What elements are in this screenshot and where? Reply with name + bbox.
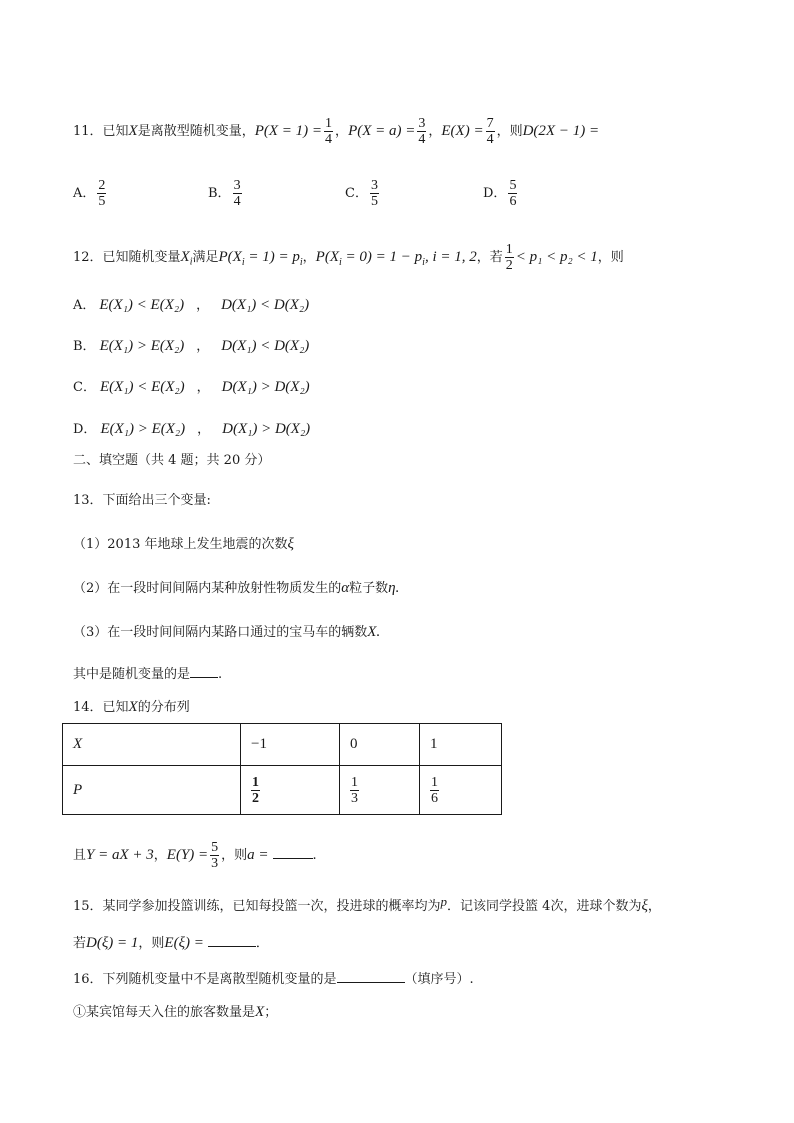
q16-stem: 16．下列随机变量中不是离散型随机变量的是 （填序号）. xyxy=(73,972,474,987)
q15-condition: 若D(ξ) = 1，则E(ξ) = ． xyxy=(73,935,269,951)
q11-stem: 11．已知X是离散型随机变量，P(X = 1) = $\frac{1}{4}$ ，P(X = a) = $\frac{3}{4}$ ，E(X) = $\frac{7}{4}$ ，则D(2X − 1) = xyxy=(73,116,600,147)
fraction: $\frac{1}{2}$ xyxy=(505,242,513,273)
q13-ask: 其中是随机变量的是 . xyxy=(73,667,223,682)
q12-option-c[interactable]: C． E(X₁) < E(X₂) ， D(X₁) > D(X₂) xyxy=(73,379,310,395)
answer-blank[interactable] xyxy=(337,970,405,983)
q11-option-d[interactable]: D． $\frac{5}{6}$ xyxy=(483,178,517,209)
q15-stem: 15．某同学参加投篮训练，已知每投篮一次，投进球的概率均为p．记该同学投篮 4次，进球个数为ξ， xyxy=(73,894,661,914)
fraction: $\frac{1}{4}$ xyxy=(325,116,333,147)
distribution-table xyxy=(62,723,502,815)
q14-condition: 且Y = aX + 3，E(Y) = $\frac{5}{3}$ ，则a = . xyxy=(73,840,317,871)
q12-option-a[interactable]: A． E(X₁) < E(X₂) ， D(X₁) < D(X₂) xyxy=(73,297,310,313)
section-heading: 二、填空题（共 4 题；共 20 分） xyxy=(73,453,271,468)
q13-item-2: （2）在一段时间间隔内某种放射性物质发生的α粒子数η. xyxy=(73,580,400,596)
table-row: X −1 0 1 xyxy=(63,724,502,766)
q12-option-b[interactable]: B． E(X₁) > E(X₂) ， D(X₁) < D(X₂) xyxy=(73,338,310,354)
fraction: $\frac{7}{4}$ xyxy=(486,116,494,147)
q13-item-3: （3）在一段时间间隔内某路口通过的宝马车的辆数X. xyxy=(73,624,381,640)
q13-item-1: （1）2013 年地球上发生地震的次数ξ xyxy=(73,536,294,552)
answer-blank[interactable] xyxy=(208,934,256,947)
answer-blank[interactable] xyxy=(190,665,218,678)
table-row: P $\frac{1}{2}$ $\frac{1}{3}$ $\frac{1}{6}$ xyxy=(63,766,502,815)
q11-option-a[interactable]: A． $\frac{2}{5}$ xyxy=(73,178,106,209)
q16-item-1: ①某宾馆每天入住的旅客数量是X； xyxy=(73,1004,278,1020)
q13-stem: 13．下面给出三个变量: xyxy=(73,493,211,508)
q11-option-c[interactable]: C． $\frac{3}{5}$ xyxy=(345,178,378,209)
answer-blank[interactable] xyxy=(273,846,313,859)
q12-option-d[interactable]: D． E(X₁) > E(X₂) ， D(X₁) > D(X₂) xyxy=(73,421,311,437)
q11-option-b[interactable]: B． $\frac{3}{4}$ xyxy=(208,178,241,209)
q14-stem: 14．已知X的分布列 xyxy=(73,699,190,715)
fraction: $\frac{3}{4}$ xyxy=(418,116,426,147)
q12-stem: 12．已知随机变量$X_i$满足$P(X_i = 1) = p_i$，$P(X_i = 0) = 1 - p_i$, i = 1, 2，若 $\frac{1}{2}$ < p₁ < p₂ < 1，则 xyxy=(73,242,624,273)
